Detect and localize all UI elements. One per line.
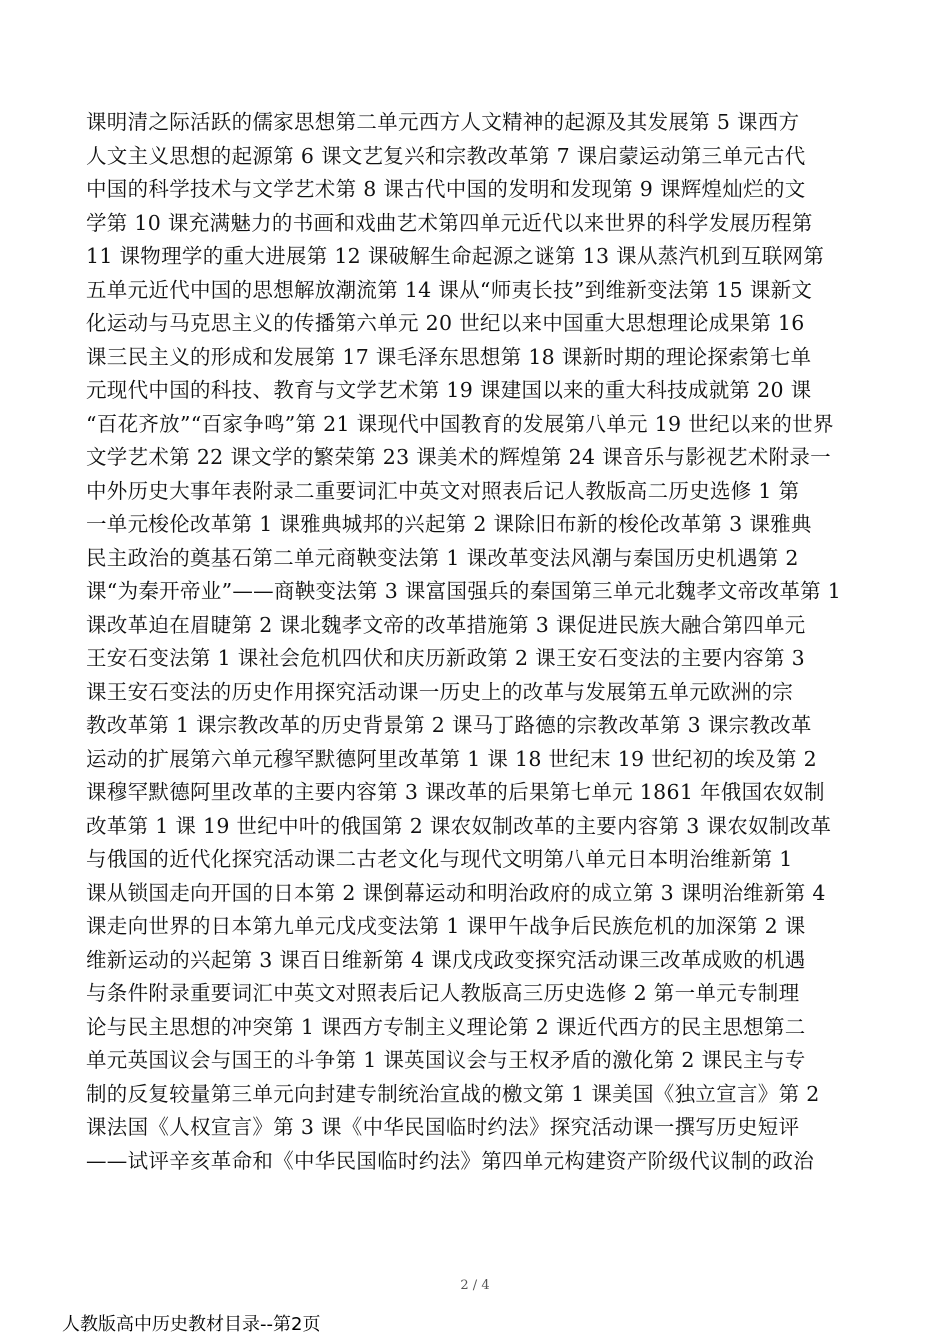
text-line: 学第 10 课充满魅力的书画和戏曲艺术第四单元近代以来世界的科学发展历程第 xyxy=(86,210,813,235)
text-line: 一单元梭伦改革第 1 课雅典城邦的兴起第 2 课除旧布新的梭伦改革第 3 课雅典 xyxy=(86,512,812,536)
text-line: 中外历史大事年表附录二重要词汇中英文对照表后记人教版高二历史选修 1 第 xyxy=(86,478,800,503)
text-line: 化运动与马克思主义的传播第六单元 20 世纪以来中国重大思想理论成果第 16 xyxy=(86,311,805,335)
text-line: 课“为秦开帝业”——商鞅变法第 3 课富国强兵的秦国第三单元北魏孝文帝改革第 1 xyxy=(86,579,842,603)
text-line: “百花齐放”“百家争鸣”第 21 课现代中国教育的发展第八单元 19 世纪以来的世界 xyxy=(86,411,834,436)
text-line: 教改革第 1 课宗教改革的历史背景第 2 课马丁路德的宗教改革第 3 课宗教改革 xyxy=(86,713,812,737)
text-line: 课改革迫在眉睫第 2 课北魏孝文帝的改革措施第 3 课促进民族大融合第四单元 xyxy=(86,612,806,637)
text-line: 与条件附录重要词汇中英文对照表后记人教版高三历史选修 2 第一单元专制理 xyxy=(86,981,800,1005)
text-line: 民主政治的奠基石第二单元商鞅变法第 1 课改革变法风潮与秦国历史机遇第 2 xyxy=(86,545,799,570)
text-line: 中国的科学技术与文学艺术第 8 课古代中国的发明和发现第 9 课辉煌灿烂的文 xyxy=(86,177,806,201)
text-line: 人文主义思想的起源第 6 课文艺复兴和宗教改革第 7 课启蒙运动第三单元古代 xyxy=(86,143,806,168)
text-line: 五单元近代中国的思想解放潮流第 14 课从“师夷长技”到维新变法第 15 课新文 xyxy=(86,277,813,302)
text-line: 课王安石变法的历史作用探究活动课一历史上的改革与发展第五单元欧洲的宗 xyxy=(86,679,794,704)
text-line: 改革第 1 课 19 世纪中叶的俄国第 2 课农奴制改革的主要内容第 3 课农奴制改革 xyxy=(86,813,832,838)
text-line: 与俄国的近代化探究活动课二古老文化与现代文明第八单元日本明治维新第 1 xyxy=(86,847,793,871)
text-line: ——试评辛亥革命和《中华民国临时约法》第四单元构建资产阶级代议制的政治 xyxy=(86,1148,814,1173)
text-line: 文学艺术第 22 课文学的繁荣第 23 课美术的辉煌第 24 课音乐与影视艺术附录一 xyxy=(86,445,831,469)
text-line: 元现代中国的科技、教育与文学艺术第 19 课建国以来的重大科技成就第 20 课 xyxy=(86,378,812,402)
text-line: 11 课物理学的重大进展第 12 课破解生命起源之谜第 13 课从蒸汽机到互联网第 xyxy=(86,244,825,268)
text-line: 王安石变法第 1 课社会危机四伏和庆历新政第 2 课王安石变法的主要内容第 3 xyxy=(86,646,805,670)
document-body xyxy=(86,106,866,1178)
page-number: 2 / 4 xyxy=(460,1278,490,1293)
text-line: 课法国《人权宣言》第 3 课《中华民国临时约法》探究活动课一撰写历史短评 xyxy=(86,1115,800,1139)
text-line: 课明清之际活跃的儒家思想第二单元西方人文精神的起源及其发展第 5 课西方 xyxy=(86,110,800,134)
footer-title: 人教版高中历史教材目录--第2页 xyxy=(62,1314,321,1335)
text-line: 制的反复较量第三单元向封建专制统治宣战的檄文第 1 课美国《独立宣言》第 2 xyxy=(86,1081,820,1106)
text-line: 维新运动的兴起第 3 课百日维新第 4 课戊戌政变探究活动课三改革成败的机遇 xyxy=(86,947,806,972)
text-line: 课走向世界的日本第九单元戊戌变法第 1 课甲午战争后民族危机的加深第 2 课 xyxy=(86,914,806,938)
text-line: 课穆罕默德阿里改革的主要内容第 3 课改革的后果第七单元 1861 年俄国农奴制 xyxy=(86,780,825,804)
text-line: 运动的扩展第六单元穆罕默德阿里改革第 1 课 18 世纪末 19 世纪初的埃及第 2 xyxy=(86,746,817,771)
text-line: 论与民主思想的冲突第 1 课西方专制主义理论第 2 课近代西方的民主思想第二 xyxy=(86,1014,806,1039)
text-line: 课从锁国走向开国的日本第 2 课倒幕运动和明治政府的成立第 3 课明治维新第 4 xyxy=(86,880,826,905)
text-line: 单元英国议会与国王的斗争第 1 课英国议会与王权矛盾的激化第 2 课民主与专 xyxy=(86,1048,806,1072)
text-line: 课三民主义的形成和发展第 17 课毛泽东思想第 18 课新时期的理论探索第七单 xyxy=(86,344,812,369)
